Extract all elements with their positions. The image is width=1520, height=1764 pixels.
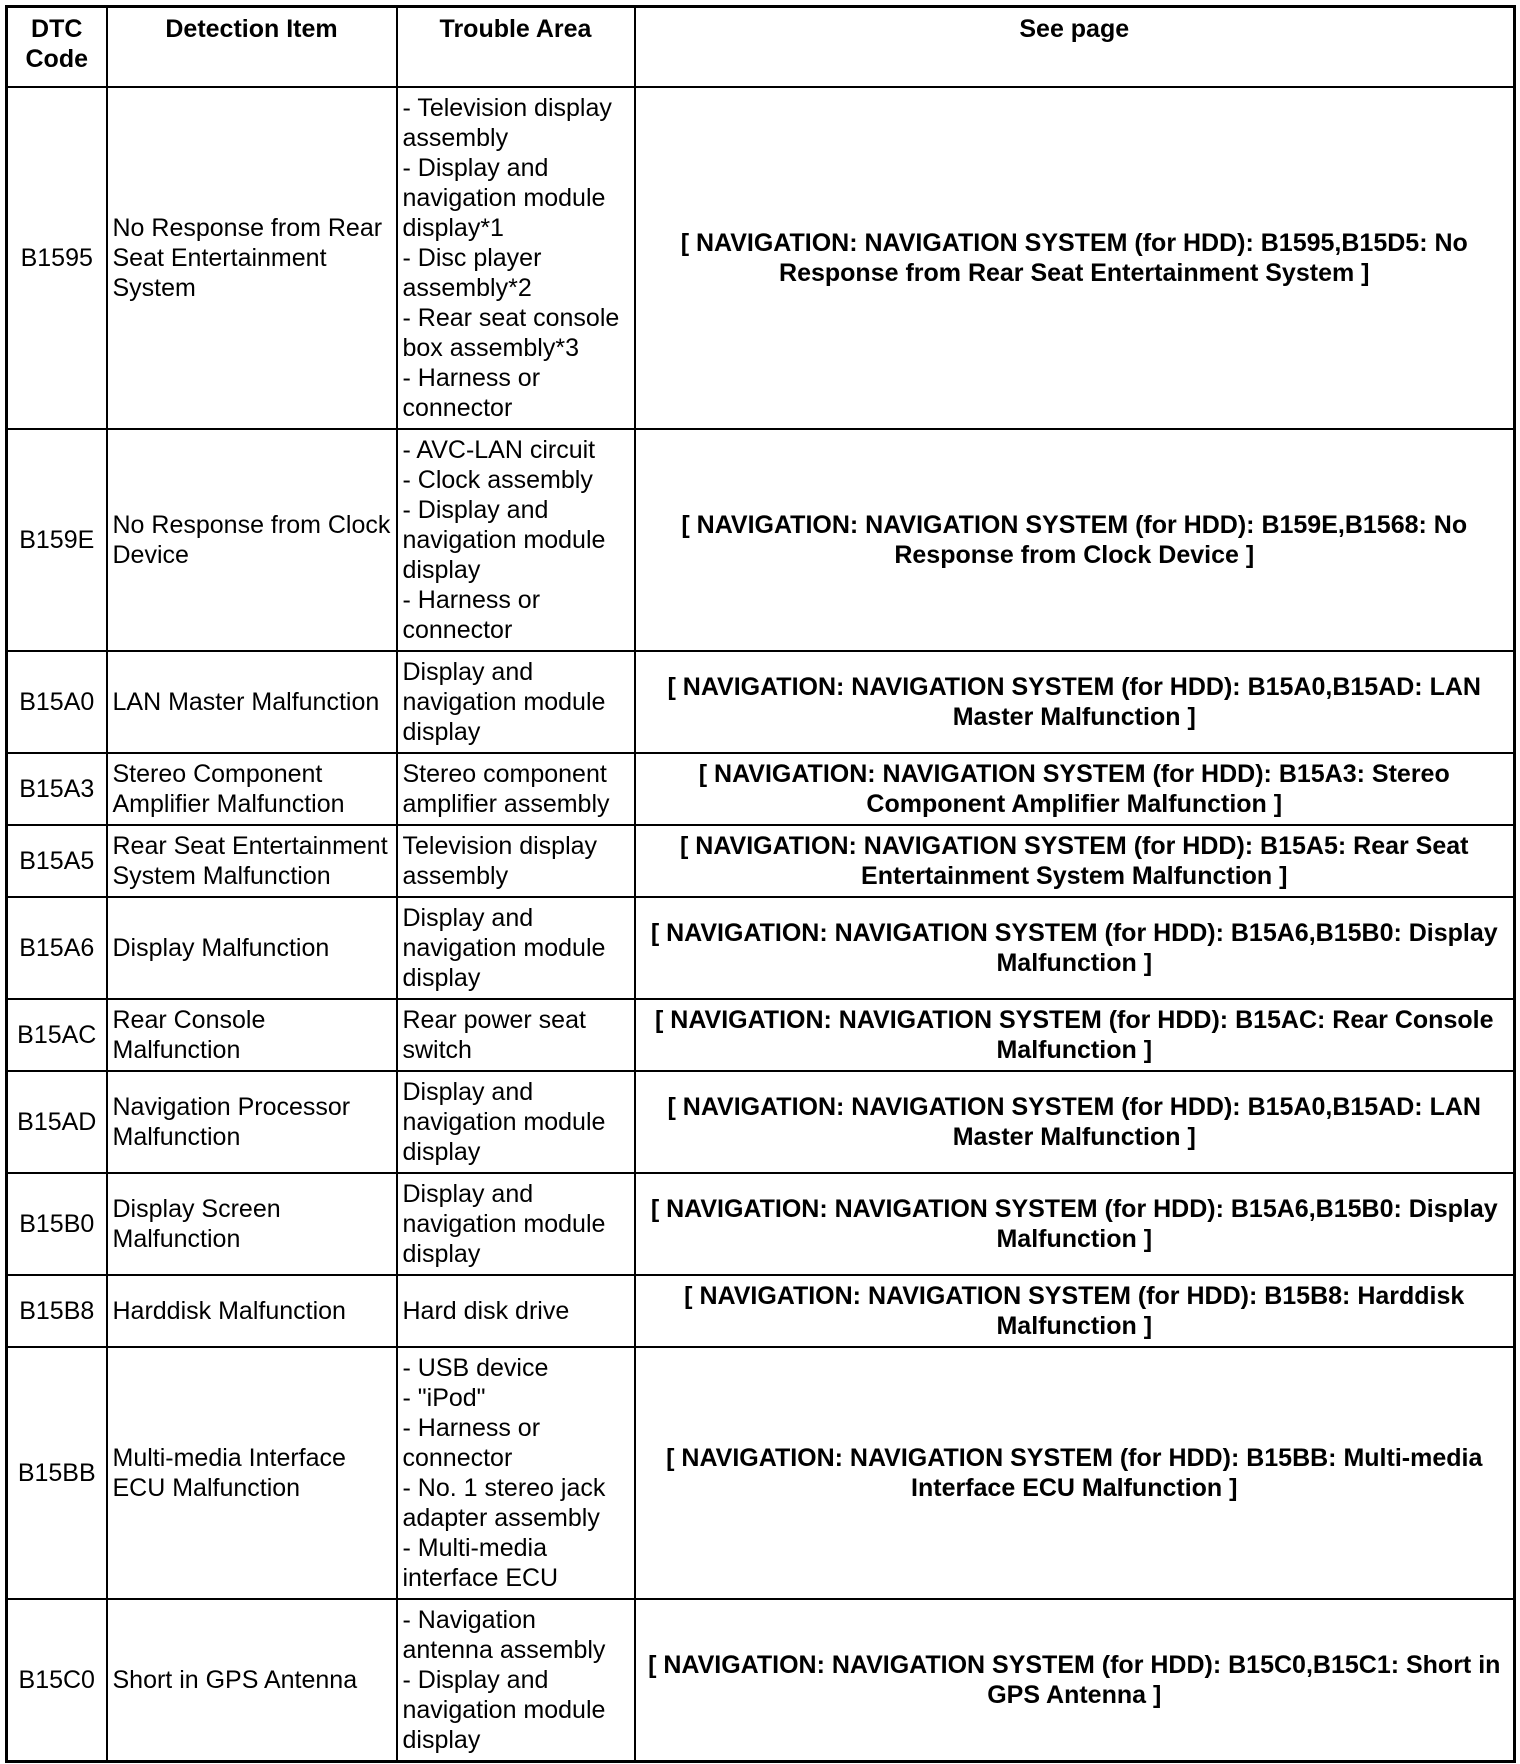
see-page-link[interactable]: [ NAVIGATION: NAVIGATION SYSTEM (for HDD): B15B8: Harddisk Malfunction ] (635, 1275, 1515, 1347)
header-row (7, 7, 1515, 88)
detection-item-cell: Stereo Component Amplifier Malfunction (107, 753, 397, 825)
dtc-table (5, 5, 1516, 1763)
see-page-link[interactable]: [ NAVIGATION: NAVIGATION SYSTEM (for HDD): B15A6,B15B0: Display Malfunction ] (635, 897, 1515, 999)
trouble-area-line: Display and navigation module display (402, 904, 606, 992)
table-row (7, 999, 1515, 1071)
dtc-code-cell: B15A0 (7, 651, 107, 753)
trouble-area-line: - Navigation antenna assembly (402, 1605, 606, 1664)
detection-item-cell: No Response from Clock Device (107, 429, 397, 651)
dtc-code-cell: B15AC (7, 999, 107, 1071)
trouble-area-line: - No. 1 stereo jack adapter assembly (402, 1474, 606, 1532)
see-page-link[interactable]: [ NAVIGATION: NAVIGATION SYSTEM (for HDD): B15AC: Rear Console Malfunction ] (635, 999, 1515, 1071)
table-row (7, 753, 1515, 825)
dtc-code-cell: B15A3 (7, 753, 107, 825)
table-row (7, 897, 1515, 999)
see-page-link[interactable]: [ NAVIGATION: NAVIGATION SYSTEM (for HDD): B15A0,B15AD: LAN Master Malfunction ] (635, 1071, 1515, 1173)
see-page-link[interactable]: [ NAVIGATION: NAVIGATION SYSTEM (for HDD): B15A3: Stereo Component Amplifier Malfunction ] (635, 753, 1515, 825)
dtc-code-cell: B15B0 (7, 1173, 107, 1275)
trouble-area-line: - AVC-LAN circuit (402, 436, 596, 464)
trouble-area-line: - Disc player assembly*2 (402, 244, 542, 302)
detection-item-cell: LAN Master Malfunction (107, 651, 397, 753)
table-row (7, 1599, 1515, 1761)
detection-item-cell: Display Screen Malfunction (107, 1173, 397, 1275)
trouble-area-cell (397, 897, 635, 999)
see-page-link[interactable]: [ NAVIGATION: NAVIGATION SYSTEM (for HDD): B1595,B15D5: No Response from Rear Seat Entertainment System ] (635, 87, 1515, 429)
dtc-code-cell: B15BB (7, 1347, 107, 1599)
trouble-area-cell (397, 87, 635, 429)
header-trouble-area: Trouble Area (397, 7, 635, 88)
trouble-area-cell (397, 429, 635, 651)
detection-item-cell: Rear Seat Entertainment System Malfunction (107, 825, 397, 897)
header-dtc-code-line1: DTC (31, 15, 83, 43)
detection-item-cell: Navigation Processor Malfunction (107, 1071, 397, 1173)
detection-item-cell: Multi-media Interface ECU Malfunction (107, 1347, 397, 1599)
detection-item-cell: Display Malfunction (107, 897, 397, 999)
header-dtc-code (7, 7, 107, 88)
trouble-area-line: - Harness or connector (402, 364, 541, 422)
trouble-area-cell (397, 825, 635, 897)
detection-item-cell: Short in GPS Antenna (107, 1599, 397, 1761)
see-page-link[interactable]: [ NAVIGATION: NAVIGATION SYSTEM (for HDD): B15A0,B15AD: LAN Master Malfunction ] (635, 651, 1515, 753)
trouble-area-line: - Display and navigation module display (402, 496, 606, 584)
dtc-code-cell: B15C0 (7, 1599, 107, 1761)
table-row (7, 1347, 1515, 1599)
dtc-code-cell: B159E (7, 429, 107, 651)
table-row (7, 1071, 1515, 1173)
trouble-area-line: - Harness or connector (402, 586, 541, 644)
table-row (7, 1173, 1515, 1275)
trouble-area-cell (397, 1599, 635, 1761)
dtc-code-cell: B1595 (7, 87, 107, 429)
trouble-area-line: Hard disk drive (402, 1297, 570, 1325)
header-see-page: See page (635, 7, 1515, 88)
detection-item-cell: No Response from Rear Seat Entertainment System (107, 87, 397, 429)
see-page-link[interactable]: [ NAVIGATION: NAVIGATION SYSTEM (for HDD): B159E,B1568: No Response from Clock Device ] (635, 429, 1515, 651)
header-dtc-code-line2: Code (25, 45, 88, 73)
see-page-link[interactable]: [ NAVIGATION: NAVIGATION SYSTEM (for HDD): B15A5: Rear Seat Entertainment System Malfunction ] (635, 825, 1515, 897)
detection-item-cell: Harddisk Malfunction (107, 1275, 397, 1347)
table-row (7, 825, 1515, 897)
dtc-rows (7, 87, 1515, 1761)
see-page-link[interactable]: [ NAVIGATION: NAVIGATION SYSTEM (for HDD): B15A6,B15B0: Display Malfunction ] (635, 1173, 1515, 1275)
trouble-area-cell (397, 651, 635, 753)
trouble-area-line: Stereo component amplifier assembly (402, 760, 610, 818)
trouble-area-cell (397, 1173, 635, 1275)
dtc-code-cell: B15A5 (7, 825, 107, 897)
see-page-link[interactable]: [ NAVIGATION: NAVIGATION SYSTEM (for HDD): B15C0,B15C1: Short in GPS Antenna ] (635, 1599, 1515, 1761)
dtc-code-cell: B15B8 (7, 1275, 107, 1347)
dtc-code-cell: B15AD (7, 1071, 107, 1173)
trouble-area-line: - Display and navigation module display*1 (402, 154, 606, 242)
header-detection-item: Detection Item (107, 7, 397, 88)
trouble-area-line: - Rear seat console box assembly*3 (402, 304, 620, 362)
trouble-area-cell (397, 1275, 635, 1347)
table-row (7, 87, 1515, 429)
trouble-area-line: - USB device (402, 1354, 549, 1382)
trouble-area-line: Television display assembly (402, 832, 598, 890)
trouble-area-line: - Television display assembly (402, 94, 612, 152)
table-row (7, 1275, 1515, 1347)
dtc-code-cell: B15A6 (7, 897, 107, 999)
trouble-area-line: - Multi-media interface ECU (402, 1534, 559, 1592)
trouble-area-line: Display and navigation module display (402, 1078, 606, 1166)
detection-item-cell: Rear Console Malfunction (107, 999, 397, 1071)
trouble-area-line: Rear power seat switch (402, 1006, 586, 1064)
table-row (7, 429, 1515, 651)
trouble-area-line: - Display and navigation module display (402, 1665, 606, 1754)
trouble-area-cell (397, 1071, 635, 1173)
trouble-area-line: - Clock assembly (402, 466, 593, 494)
trouble-area-cell (397, 1347, 635, 1599)
trouble-area-line: - Harness or connector (402, 1414, 541, 1472)
table-row (7, 651, 1515, 753)
trouble-area-line: Display and navigation module display (402, 1180, 606, 1268)
trouble-area-line: - "iPod" (402, 1384, 486, 1412)
trouble-area-cell (397, 999, 635, 1071)
trouble-area-cell (397, 753, 635, 825)
see-page-link[interactable]: [ NAVIGATION: NAVIGATION SYSTEM (for HDD): B15BB: Multi-media Interface ECU Malfunction ] (635, 1347, 1515, 1599)
trouble-area-line: Display and navigation module display (402, 658, 606, 746)
